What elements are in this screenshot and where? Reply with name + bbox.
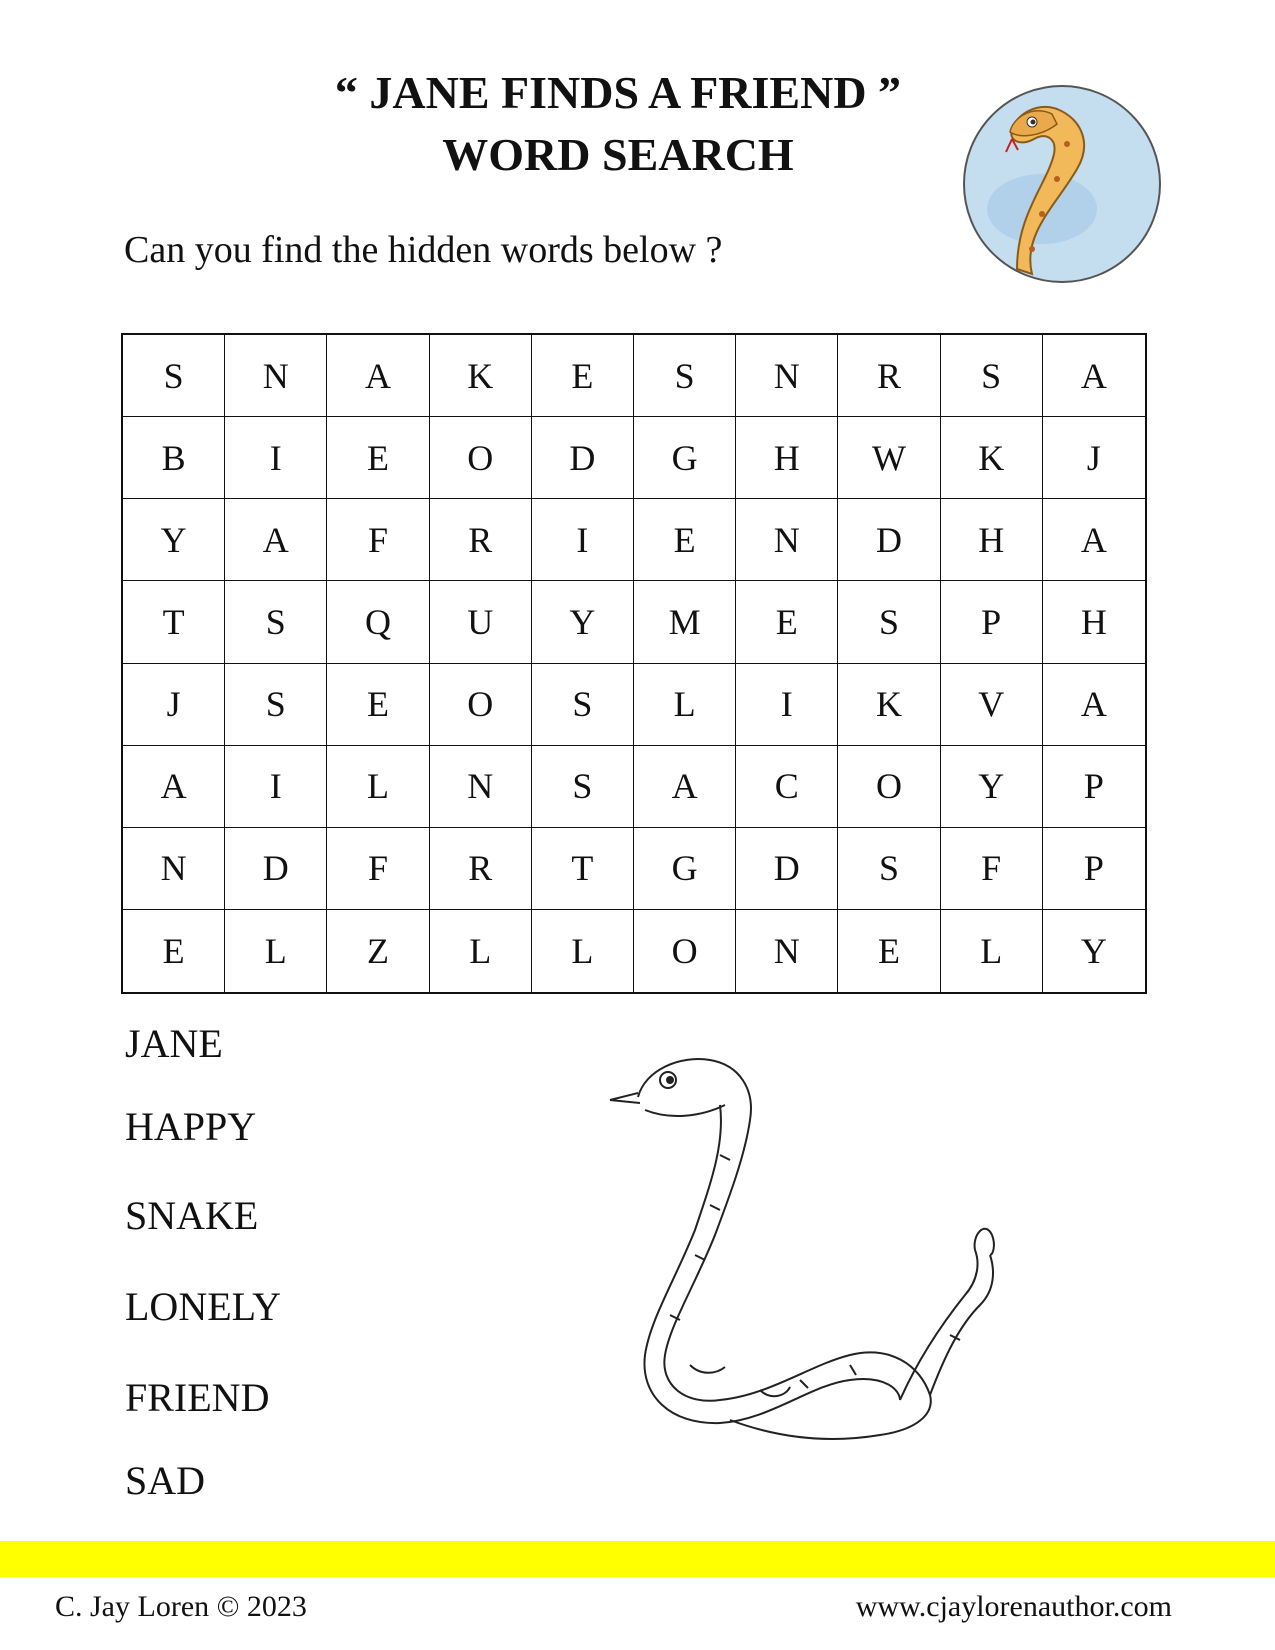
- grid-cell: P: [1043, 828, 1145, 910]
- title-line-2: WORD SEARCH: [442, 129, 794, 180]
- grid-cell: A: [123, 746, 225, 828]
- grid-cell: M: [634, 581, 736, 663]
- grid-cell: F: [327, 828, 429, 910]
- grid-cell: S: [123, 335, 225, 417]
- grid-cell: G: [634, 828, 736, 910]
- grid-cell: D: [225, 828, 327, 910]
- grid-cell: A: [1043, 499, 1145, 581]
- grid-cell: S: [225, 664, 327, 746]
- word-item: JANE: [125, 1021, 223, 1066]
- grid-cell: I: [225, 746, 327, 828]
- grid-cell: A: [225, 499, 327, 581]
- grid-cell: A: [1043, 664, 1145, 746]
- grid-cell: V: [941, 664, 1043, 746]
- grid-cell: Y: [123, 499, 225, 581]
- grid-cell: A: [634, 746, 736, 828]
- snake-line-drawing-icon: [600, 1035, 1050, 1485]
- grid-cell: E: [736, 581, 838, 663]
- grid-cell: E: [838, 910, 940, 992]
- grid-cell: N: [225, 335, 327, 417]
- grid-cell: L: [430, 910, 532, 992]
- grid-cell: L: [941, 910, 1043, 992]
- grid-cell: D: [532, 417, 634, 499]
- grid-cell: I: [532, 499, 634, 581]
- grid-cell: N: [123, 828, 225, 910]
- grid-cell: I: [225, 417, 327, 499]
- grid-cell: G: [634, 417, 736, 499]
- grid-cell: D: [838, 499, 940, 581]
- grid-cell: Z: [327, 910, 429, 992]
- grid-cell: N: [736, 499, 838, 581]
- word-item: SNAKE: [125, 1193, 259, 1238]
- grid-cell: J: [123, 664, 225, 746]
- website-text: www.cjaylorenauthor.com: [855, 1590, 1172, 1623]
- grid-cell: O: [838, 746, 940, 828]
- grid-cell: H: [1043, 581, 1145, 663]
- grid-cell: E: [327, 417, 429, 499]
- grid-cell: F: [327, 499, 429, 581]
- grid-cell: N: [430, 746, 532, 828]
- footer-band: [0, 1541, 1275, 1577]
- grid-cell: O: [634, 910, 736, 992]
- word-item: SAD: [125, 1458, 206, 1503]
- grid-cell: R: [838, 335, 940, 417]
- word-item: LONELY: [125, 1284, 281, 1329]
- grid-cell: A: [327, 335, 429, 417]
- grid-cell: E: [532, 335, 634, 417]
- grid-cell: K: [430, 335, 532, 417]
- word-item: FRIEND: [125, 1375, 270, 1420]
- grid-cell: S: [838, 828, 940, 910]
- grid-cell: N: [736, 910, 838, 992]
- grid-cell: E: [634, 499, 736, 581]
- grid-cell: W: [838, 417, 940, 499]
- grid-cell: T: [532, 828, 634, 910]
- grid-cell: E: [327, 664, 429, 746]
- instruction-text: Can you find the hidden words below ?: [124, 229, 723, 271]
- grid-cell: C: [736, 746, 838, 828]
- grid-cell: B: [123, 417, 225, 499]
- grid-cell: U: [430, 581, 532, 663]
- grid-cell: K: [838, 664, 940, 746]
- snake-badge-icon: [962, 84, 1162, 284]
- grid-cell: S: [532, 664, 634, 746]
- grid-cell: L: [327, 746, 429, 828]
- grid-cell: L: [532, 910, 634, 992]
- grid-cell: H: [941, 499, 1043, 581]
- word-item: HAPPY: [125, 1104, 257, 1149]
- grid-cell: H: [736, 417, 838, 499]
- grid-cell: F: [941, 828, 1043, 910]
- grid-cell: S: [532, 746, 634, 828]
- grid-cell: O: [430, 417, 532, 499]
- grid-cell: T: [123, 581, 225, 663]
- grid-cell: Q: [327, 581, 429, 663]
- grid-cell: R: [430, 828, 532, 910]
- grid-cell: N: [736, 335, 838, 417]
- grid-cell: A: [1043, 335, 1145, 417]
- grid-cell: S: [225, 581, 327, 663]
- grid-cell: K: [941, 417, 1043, 499]
- copyright-text: C. Jay Loren © 2023: [55, 1590, 307, 1623]
- word-search-grid: [121, 333, 1147, 994]
- grid-cell: I: [736, 664, 838, 746]
- title-line-1: “ JANE FINDS A FRIEND ”: [334, 67, 902, 118]
- grid-cell: L: [225, 910, 327, 992]
- page-title: [200, 62, 1036, 186]
- grid-cell: D: [736, 828, 838, 910]
- grid-cell: L: [634, 664, 736, 746]
- grid-cell: R: [430, 499, 532, 581]
- grid-cell: P: [1043, 746, 1145, 828]
- grid-cell: Y: [1080, 930, 1107, 971]
- grid-cell: S: [838, 581, 940, 663]
- grid-cell: Y: [941, 746, 1043, 828]
- grid-cell: P: [941, 581, 1043, 663]
- grid-cell: S: [634, 335, 736, 417]
- grid-cell: S: [941, 335, 1043, 417]
- grid-cell: J: [1043, 417, 1145, 499]
- grid-cell: Y: [532, 581, 634, 663]
- grid-cell: E: [123, 910, 225, 992]
- grid-cell: O: [430, 664, 532, 746]
